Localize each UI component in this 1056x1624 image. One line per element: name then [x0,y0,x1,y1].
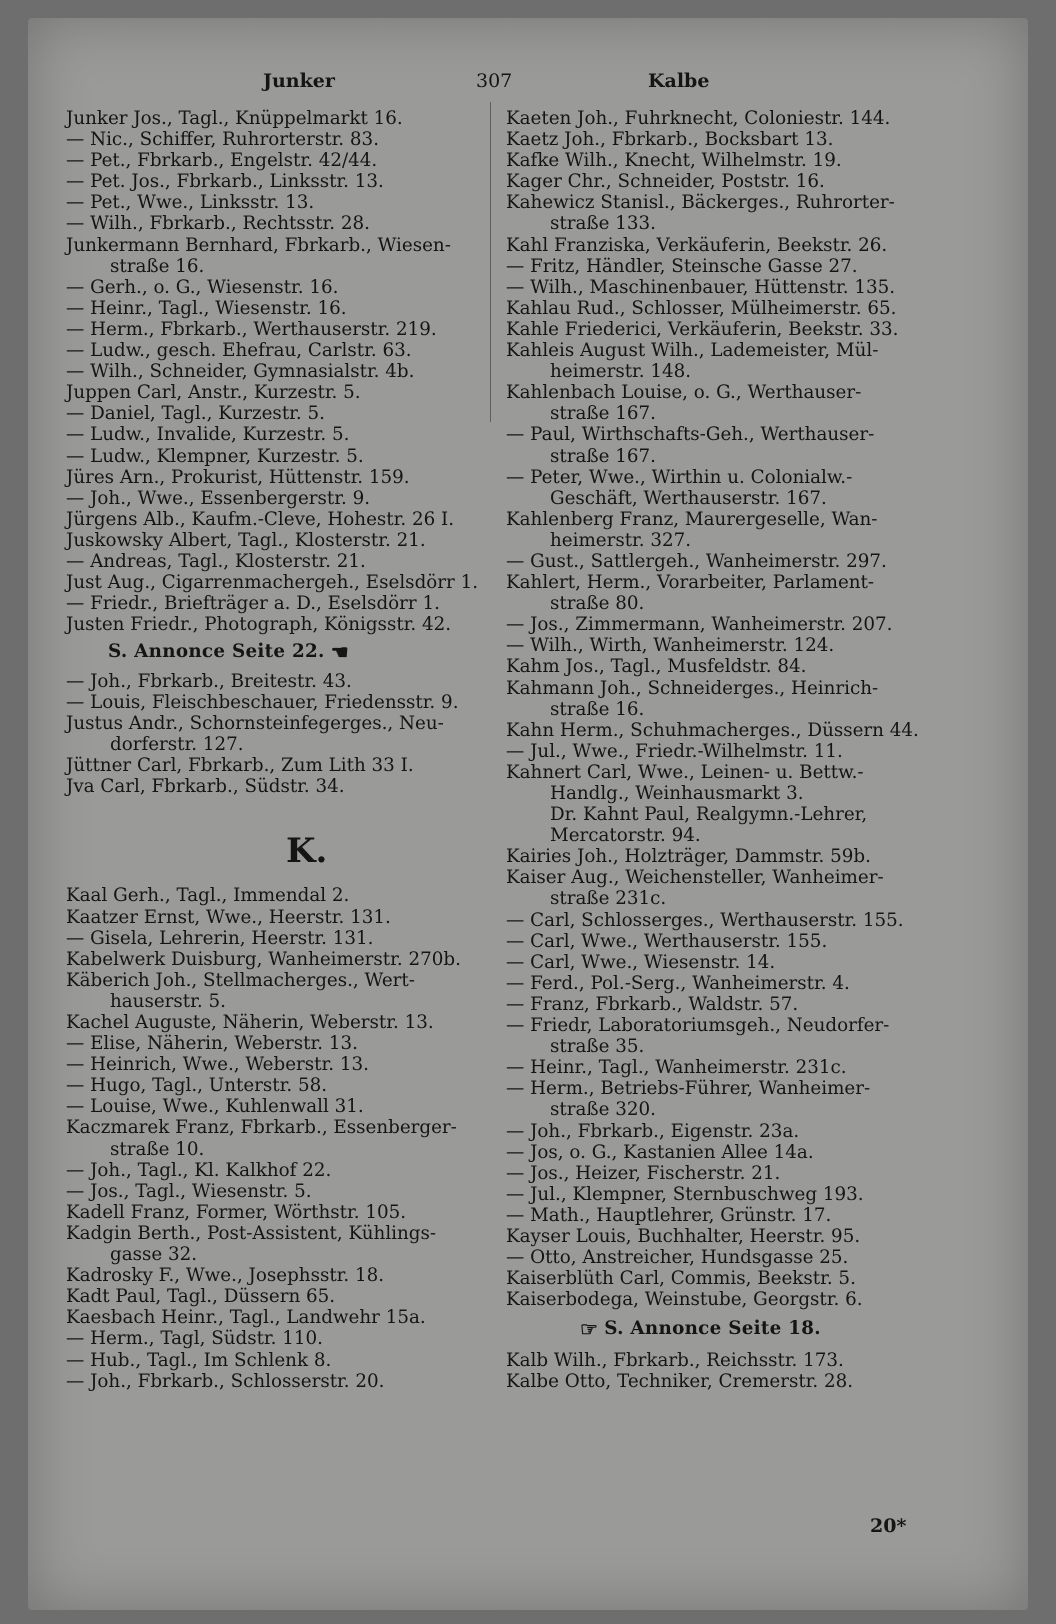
directory-entry: Kadrosky F., Wwe., Josephsstr. 18. [66,1265,385,1287]
directory-entry: — Gerh., o. G., Wiesenstr. 16. [66,276,339,298]
directory-entry: — Carl, Wwe., Werthauserstr. 155. [506,930,828,952]
directory-entry: Kaatzer Ernst, Wwe., Heerstr. 131. [66,906,391,928]
directory-entry: — Friedr, Laboratoriumsgeh., Neudorfer- [506,1015,890,1037]
directory-entry: — Joh., Fbrkarb., Schlosserstr. 20. [66,1370,385,1392]
directory-entry: — Joh., Tagl., Kl. Kalkhof 22. [66,1159,332,1181]
directory-entry: — Heinrich, Wwe., Weberstr. 13. [66,1054,369,1076]
directory-entry: — Louis, Fleischbeschauer, Friedensstr. 9. [66,691,459,713]
directory-entry: Kachel Auguste, Näherin, Weberstr. 13. [66,1012,434,1034]
directory-page [28,18,1028,1610]
directory-entry: Kaiser Aug., Weichensteller, Wanheimer- [506,867,884,889]
pointing-hand-icon: ☚ [330,639,349,664]
directory-entry: heimerstr. 148. [550,361,692,383]
directory-entry: straße 10. [110,1138,205,1160]
directory-entry: — Herm., Fbrkarb., Werthauserstr. 219. [66,318,437,340]
directory-entry: — Ludw., gesch. Ehefrau, Carlstr. 63. [66,340,412,362]
directory-entry: Kalbe Otto, Techniker, Cremerstr. 28. [506,1370,854,1392]
running-head-left: Junker [263,70,335,92]
directory-entry: Juppen Carl, Anstr., Kurzestr. 5. [66,382,361,404]
directory-entry: Justen Friedr., Photograph, Königsstr. 42. [66,614,452,636]
directory-entry: straße 16. [110,255,205,277]
directory-entry: — Ludw., Klempner, Kurzestr. 5. [66,445,364,467]
directory-entry: Dr. Kahnt Paul, Realgymn.-Lehrer, [550,804,868,826]
directory-entry: — Wilh., Wirth, Wanheimerstr. 124. [506,635,835,657]
directory-entry: — Jos., Heizer, Fischerstr. 21. [506,1162,781,1184]
directory-entry: — Jul., Klempner, Sternbuschweg 193. [506,1183,864,1205]
directory-entry: Jüres Arn., Prokurist, Hüttenstr. 159. [66,466,410,488]
directory-entry: Kahlenbach Louise, o. G., Werthauser- [506,382,862,404]
directory-entry: Käberich Joh., Stellmacherges., Wert- [66,969,415,991]
directory-entry: heimerstr. 327. [550,529,692,551]
directory-entry: Kahewicz Stanisl., Bäckerges., Ruhrorter- [506,192,895,214]
directory-entry: Kahm Jos., Tagl., Musfeldstr. 84. [506,656,807,678]
annonce-reference [66,641,506,663]
directory-entry: — Pet., Wwe., Linksstr. 13. [66,192,315,214]
annonce-text: S. Annonce Seite 18. [604,1318,821,1340]
directory-entry: — Otto, Anstreicher, Hundsgasse 25. [506,1247,849,1269]
directory-entry: straße 320. [550,1099,656,1121]
directory-entry: Mercatorstr. 94. [550,825,701,847]
directory-entry: Kahlenberg Franz, Maurergeselle, Wan- [506,508,878,530]
directory-entry: — Andreas, Tagl., Klosterstr. 21. [66,550,366,572]
directory-entry: straße 16. [550,698,645,720]
directory-entry: straße 80. [550,593,645,615]
directory-entry: Jüttner Carl, Fbrkarb., Zum Lith 33 I. [66,755,414,777]
directory-entry: — Hugo, Tagl., Unterstr. 58. [66,1075,328,1097]
directory-entry: — Wilh., Schneider, Gymnasialstr. 4b. [66,361,415,383]
directory-entry: Kaeten Joh., Fuhrknecht, Coloniestr. 144. [506,108,891,129]
directory-entry: Jva Carl, Fbrkarb., Südstr. 34. [66,776,345,798]
directory-entry: — Nic., Schiffer, Ruhrorterstr. 83. [66,129,380,151]
directory-entry: Just Aug., Cigarrenmachergeh., Eselsdörr 1. [66,572,479,594]
left-column [66,108,506,1392]
directory-entry: — Ferd., Pol.-Serg., Wanheimerstr. 4. [506,972,850,994]
directory-entry: — Ludw., Invalide, Kurzestr. 5. [66,424,350,446]
directory-entry: — Joh., Fbrkarb., Eigenstr. 23a. [506,1120,800,1142]
directory-entry: — Gisela, Lehrerin, Heerstr. 131. [66,927,374,949]
directory-entry: — Daniel, Tagl., Kurzestr. 5. [66,403,325,425]
directory-entry: Kalb Wilh., Fbrkarb., Reichsstr. 173. [506,1349,844,1371]
directory-entry: Kahmann Joh., Schneiderges., Heinrich- [506,677,879,699]
directory-entry: — Carl, Wwe., Wiesenstr. 14. [506,951,776,973]
directory-entry: — Franz, Fbrkarb., Waldstr. 57. [506,993,799,1015]
right-column [506,108,958,1392]
directory-entry: dorferstr. 127. [110,734,244,756]
directory-entry: — Wilh., Maschinenbauer, Hüttenstr. 135. [506,276,896,298]
directory-entry: Kahnert Carl, Wwe., Leinen- u. Bettw.- [506,761,864,783]
directory-entry: — Herm., Tagl, Südstr. 110. [66,1328,323,1350]
directory-entry: Kahl Franziska, Verkäuferin, Beekstr. 26. [506,234,888,256]
directory-entry: — Elise, Näherin, Weberstr. 13. [66,1033,358,1055]
directory-entry: gasse 32. [110,1244,198,1266]
directory-entry: — Jos., Tagl., Wiesenstr. 5. [66,1180,312,1202]
directory-entry: Jürgens Alb., Kaufm.-Cleve, Hohestr. 26 I. [66,508,455,530]
directory-entry: — Heinr., Tagl., Wanheimerstr. 231c. [506,1057,847,1079]
directory-entry: — Louise, Wwe., Kuhlenwall 31. [66,1096,364,1118]
directory-entry: Kahn Herm., Schuhmacherges., Düssern 44. [506,719,919,741]
directory-entry: Kaiserblüth Carl, Commis, Beekstr. 5. [506,1268,856,1290]
annonce-text: S. Annonce Seite 22. [108,641,325,663]
directory-entry: Kairies Joh., Holzträger, Dammstr. 59b. [506,846,871,868]
directory-entry: Kahlert, Herm., Vorarbeiter, Parlament- [506,572,875,594]
directory-entry: hauserstr. 5. [110,990,226,1012]
section-letter: K. [286,831,328,872]
directory-entry: — Gust., Sattlergeh., Wanheimerstr. 297. [506,550,887,572]
directory-entry: Junkermann Bernhard, Fbrkarb., Wiesen- [66,234,451,256]
directory-entry: Kaczmarek Franz, Fbrkarb., Essenberger- [66,1117,457,1139]
directory-entry: straße 35. [550,1036,645,1058]
directory-entry: — Jul., Wwe., Friedr.-Wilhelmstr. 11. [506,740,843,762]
directory-entry: — Paul, Wirthschafts-Geh., Werthauser- [506,424,875,446]
directory-entry: Kayser Louis, Buchhalter, Heerstr. 95. [506,1225,861,1247]
directory-entry: — Wilh., Fbrkarb., Rechtsstr. 28. [66,213,370,235]
directory-entry: Kager Chr., Schneider, Poststr. 16. [506,171,825,193]
directory-entry: — Hub., Tagl., Im Schlenk 8. [66,1349,332,1371]
directory-entry: — Herm., Betriebs-Führer, Wanheimer- [506,1078,871,1100]
directory-entry: Kaesbach Heinr., Tagl., Landwehr 15a. [66,1307,426,1329]
directory-entry: — Jos., Zimmermann, Wanheimerstr. 207. [506,614,893,636]
directory-entry: — Joh., Wwe., Essenbergerstr. 9. [66,487,371,509]
directory-entry: Juskowsky Albert, Tagl., Klosterstr. 21. [66,529,426,551]
directory-entry: — Joh., Fbrkarb., Breitestr. 43. [66,670,352,692]
directory-entry: — Carl, Schlosserges., Werthauserstr. 155. [506,909,904,931]
directory-entry: — Jos, o. G., Kastanien Allee 14a. [506,1141,814,1163]
directory-entry: Kabelwerk Duisburg, Wanheimerstr. 270b. [66,948,461,970]
directory-entry: Justus Andr., Schornsteinfegerges., Neu- [66,713,444,735]
directory-entry: Kadt Paul, Tagl., Düssern 65. [66,1286,336,1308]
directory-entry: Kaetz Joh., Fbrkarb., Bocksbart 13. [506,129,834,151]
running-head-right: Kalbe [648,70,710,92]
directory-entry: — Fritz, Händler, Steinsche Gasse 27. [506,255,858,277]
directory-entry: Junker Jos., Tagl., Knüppelmarkt 16. [66,108,403,129]
signature-mark: 20* [870,1515,907,1537]
directory-entry: Kahle Friederici, Verkäuferin, Beekstr. 33. [506,318,899,340]
directory-entry: — Math., Hauptlehrer, Grünstr. 17. [506,1204,832,1226]
directory-entry: straße 133. [550,213,656,235]
directory-entry: Kaiserbodega, Weinstube, Georgstr. 6. [506,1289,863,1311]
pointing-hand-icon: ☞ [580,1316,599,1341]
directory-entry: — Pet. Jos., Fbrkarb., Linksstr. 13. [66,171,384,193]
directory-entry: Kahlau Rud., Schlosser, Mülheimerstr. 65. [506,297,897,319]
directory-entry: Kadell Franz, Former, Wörthstr. 105. [66,1201,407,1223]
directory-entry: Kahleis August Wilh., Lademeister, Mül- [506,340,879,362]
directory-entry: — Friedr., Briefträger a. D., Eselsdörr 1. [66,593,440,615]
directory-entry: — Peter, Wwe., Wirthin u. Colonialw.- [506,466,853,488]
directory-entry: straße 231c. [550,888,667,910]
page-number: 307 [476,70,513,92]
directory-entry: Geschäft, Werthauserstr. 167. [550,487,827,509]
annonce-reference [506,1318,958,1340]
directory-entry: straße 167. [550,403,656,425]
directory-entry: Kaal Gerh., Tagl., Immendal 2. [66,885,350,907]
directory-entry: Handlg., Weinhausmarkt 3. [550,783,804,804]
directory-entry: Kafke Wilh., Knecht, Wilhelmstr. 19. [506,150,842,172]
directory-entry: straße 167. [550,445,656,467]
directory-entry: — Heinr., Tagl., Wiesenstr. 16. [66,297,347,319]
directory-entry: — Pet., Fbrkarb., Engelstr. 42/44. [66,150,378,172]
directory-entry: Kadgin Berth., Post-Assistent, Kühlings- [66,1222,437,1244]
